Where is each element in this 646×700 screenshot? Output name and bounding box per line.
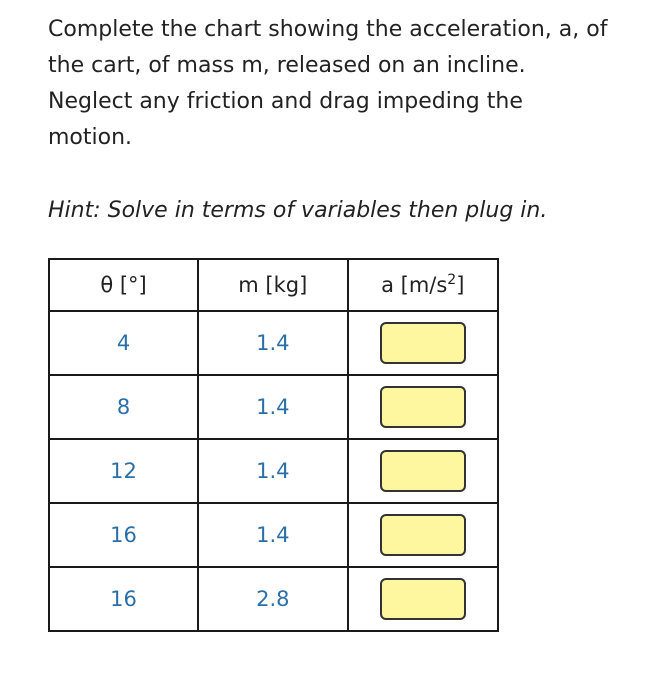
mass-cell: 1.4 xyxy=(198,439,347,503)
answer-cell xyxy=(348,311,499,375)
theta-cell: 16 xyxy=(49,503,198,567)
header-mass: m [kg] xyxy=(198,259,347,311)
header-acceleration-prefix: a [m/s xyxy=(381,273,448,297)
header-acceleration-exponent: 2 xyxy=(447,272,457,288)
answer-cell xyxy=(348,375,499,439)
mass-cell: 1.4 xyxy=(198,503,347,567)
answer-cell xyxy=(348,567,499,631)
theta-cell: 16 xyxy=(49,567,198,631)
acceleration-answer-input[interactable] xyxy=(380,514,466,556)
table-header-row xyxy=(49,259,498,311)
hint-text: Hint: Solve in terms of variables then plug in. xyxy=(48,198,548,223)
acceleration-answer-input[interactable] xyxy=(380,450,466,492)
table-row xyxy=(49,311,498,375)
theta-cell: 8 xyxy=(49,375,198,439)
table-row xyxy=(49,439,498,503)
answer-cell xyxy=(348,503,499,567)
mass-cell: 1.4 xyxy=(198,375,347,439)
table-row xyxy=(49,567,498,631)
question-text: Complete the chart showing the acceleration, a, of the cart, of mass m, released on an incline. Neglect any friction and drag impeding the motion. xyxy=(48,17,608,150)
table-row xyxy=(49,375,498,439)
theta-cell: 12 xyxy=(49,439,198,503)
mass-cell: 1.4 xyxy=(198,311,347,375)
mass-cell: 2.8 xyxy=(198,567,347,631)
header-theta: θ [°] xyxy=(49,259,198,311)
header-acceleration-suffix: ] xyxy=(456,273,465,297)
header-acceleration xyxy=(348,259,499,311)
table-row xyxy=(49,503,498,567)
acceleration-answer-input[interactable] xyxy=(380,578,466,620)
acceleration-answer-input[interactable] xyxy=(380,386,466,428)
acceleration-answer-input[interactable] xyxy=(380,322,466,364)
theta-cell: 4 xyxy=(49,311,198,375)
answer-cell xyxy=(348,439,499,503)
acceleration-table xyxy=(48,258,499,632)
